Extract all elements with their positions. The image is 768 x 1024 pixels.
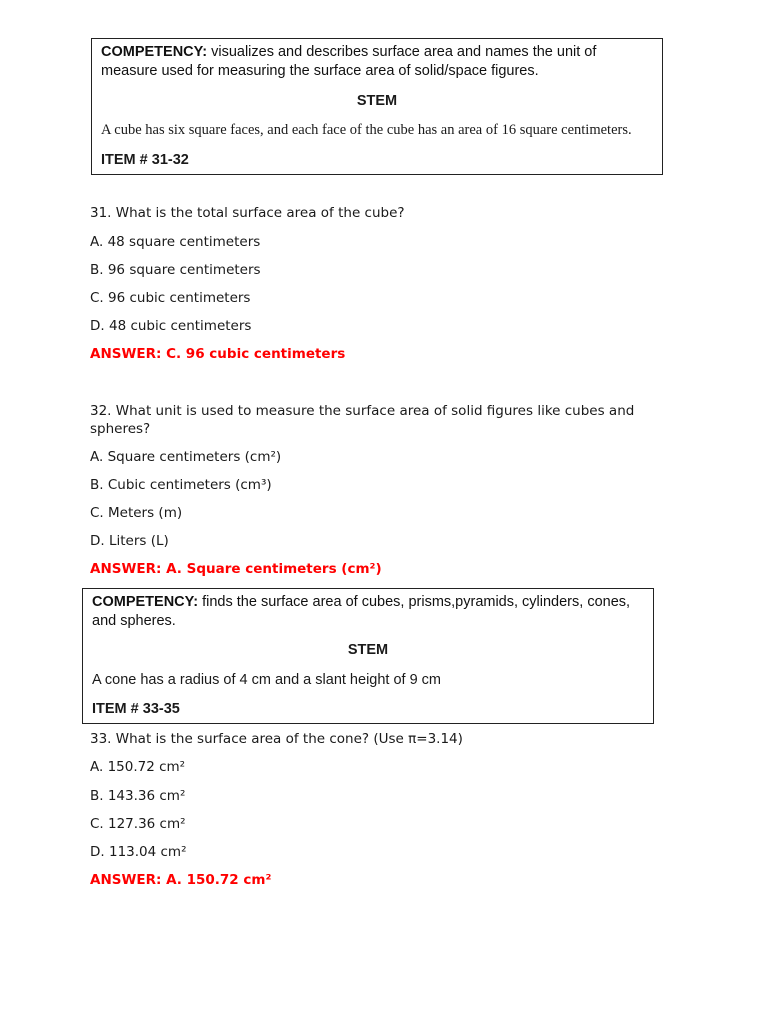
q33-option-d: D. 113.04 cm² <box>90 844 187 860</box>
competency-2 <box>92 593 632 631</box>
stem-text-2: A cone has a radius of 4 cm and a slant height of 9 cm <box>92 672 442 688</box>
q33-answer: ANSWER: A. 150.72 cm² <box>90 872 272 888</box>
question-31: 31. What is the total surface area of the cube? <box>90 205 405 221</box>
q31-option-a: A. 48 square centimeters <box>90 234 261 250</box>
q31-answer: ANSWER: C. 96 cubic centimeters <box>90 346 346 362</box>
item-number-2: ITEM # 33-35 <box>92 701 180 717</box>
q32-answer: ANSWER: A. Square centimeters (cm²) <box>90 561 382 577</box>
q32-option-c: C. Meters (m) <box>90 505 183 521</box>
q33-option-c: C. 127.36 cm² <box>90 816 186 832</box>
stem-title-1: STEM <box>356 93 398 109</box>
question-33: 33. What is the surface area of the cone? (Use π=3.14) <box>90 731 463 747</box>
item-number-1: ITEM # 31-32 <box>101 152 189 168</box>
q32-option-d: D. Liters (L) <box>90 533 169 549</box>
competency-box-1 <box>91 38 663 175</box>
q32-option-b: B. Cubic centimeters (cm³) <box>90 477 272 493</box>
competency-1 <box>101 43 651 81</box>
q31-option-d: D. 48 cubic centimeters <box>90 318 252 334</box>
q31-option-c: C. 96 cubic centimeters <box>90 290 251 306</box>
competency-box-2 <box>82 588 654 724</box>
stem-text-1: A cube has six square faces, and each face of the cube has an area of 16 square centimeters. <box>101 122 632 138</box>
competency-label-1: COMPETENCY: <box>101 44 208 60</box>
question-32: 32. What unit is used to measure the surface area of solid figures like cubes and spheres? <box>90 403 635 437</box>
q33-option-b: B. 143.36 cm² <box>90 788 186 804</box>
q33-option-a: A. 150.72 cm² <box>90 759 186 775</box>
stem-title-2: STEM <box>347 642 389 658</box>
competency-label-2: COMPETENCY: <box>92 594 199 610</box>
q32-option-a: A. Square centimeters (cm²) <box>90 449 282 465</box>
competency-text-2: finds the surface area of cubes, prisms,pyramids, cylinders, cones, and spheres. <box>92 594 631 629</box>
competency-text-1: visualizes and describes surface area and names the unit of measure used for measuring the surface area of solid/space figures. <box>101 44 597 79</box>
q31-option-b: B. 96 square centimeters <box>90 262 261 278</box>
